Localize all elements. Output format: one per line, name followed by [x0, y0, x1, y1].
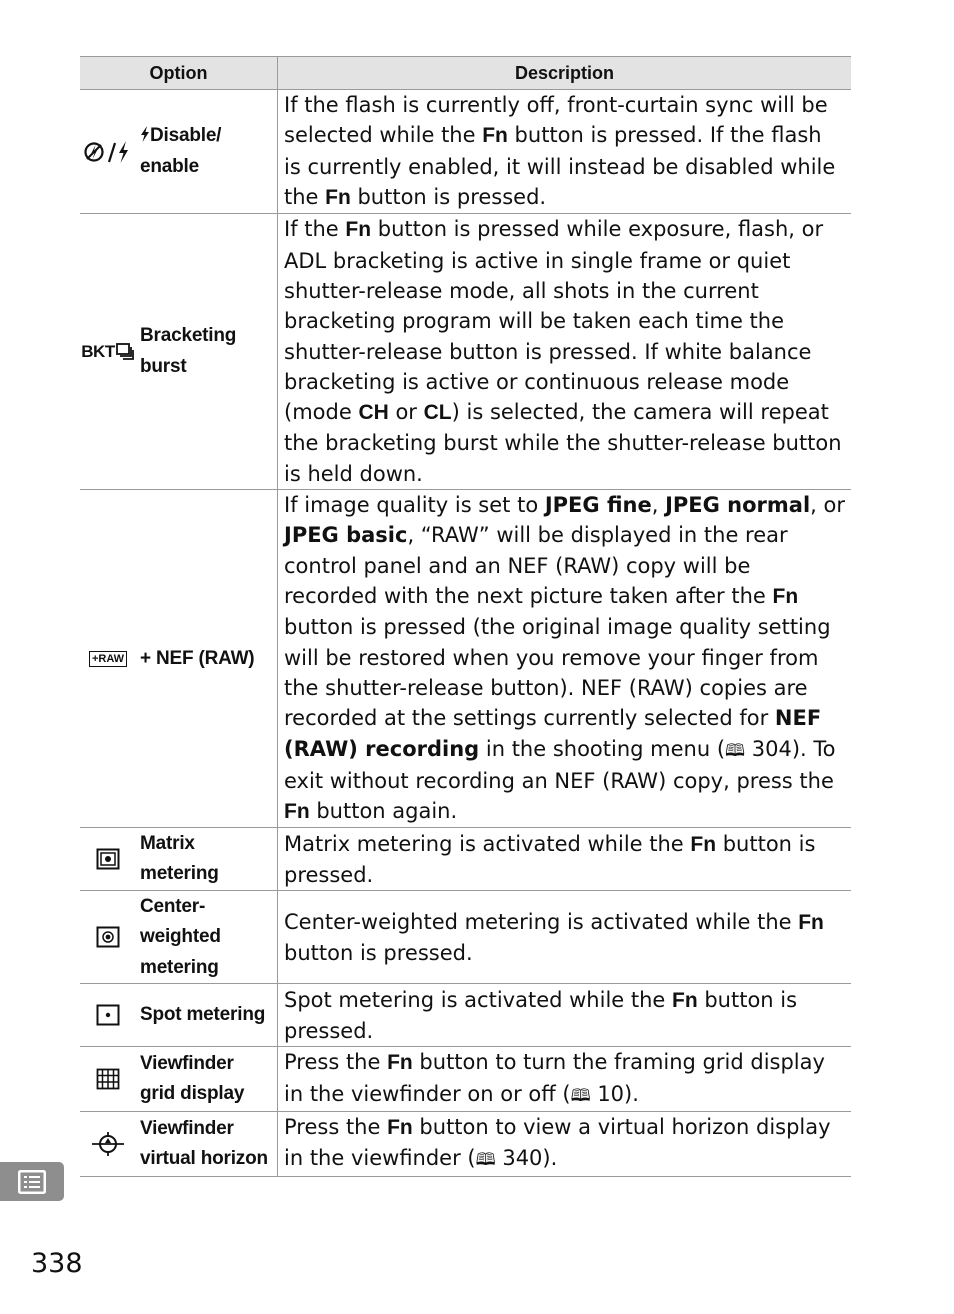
button-name: Fn [690, 832, 717, 856]
description-cell [278, 891, 852, 984]
center-weighted-metering-icon [80, 926, 136, 948]
option-cell [80, 1112, 278, 1177]
text-run: button is pressed. [350, 184, 547, 209]
description-cell [278, 90, 852, 214]
option-label: Bracketing burst [140, 325, 237, 377]
spot-metering-icon [80, 1004, 136, 1026]
button-name: Fn [387, 1116, 413, 1140]
menu-item-name: JPEG normal [665, 493, 811, 518]
option-cell [80, 90, 278, 214]
text-run: , [651, 493, 666, 518]
description-text [284, 1115, 831, 1170]
text-run: , “RAW” will be displayed in the rear control panel and an NEF (RAW) copy will be recorded with the next picture taken after the [284, 523, 788, 609]
description-cell [278, 828, 852, 891]
table-row [80, 891, 851, 984]
text-run: If image quality is set to [284, 493, 545, 518]
table-header-row [80, 57, 851, 90]
page-number: 338 [31, 1248, 83, 1279]
option-label: Matrix metering [140, 833, 219, 885]
button-name: CH [358, 401, 389, 425]
description-text [284, 988, 797, 1043]
description-text [284, 832, 815, 887]
book-icon: 🕮 [475, 1150, 496, 1171]
option-table-container [80, 56, 851, 1177]
button-name: Fn [345, 218, 372, 242]
bracketing-burst-icon [80, 342, 136, 362]
button-name: Fn [482, 124, 508, 148]
text-run: button is pressed while exposure, flash, or ADL bracketing is active in single frame or quiet shutter-release mode, all shots in the current bracketing program will be taken each time the shutter-release button is pressed. If white balance bracketing is active or continuous release mode (mode [284, 217, 824, 425]
flash-disable-enable-icon [80, 138, 136, 166]
book-icon: 🕮 [725, 740, 746, 761]
option-cell [80, 214, 278, 490]
option-cell [80, 490, 278, 828]
raw-plus-icon [80, 651, 136, 667]
button-name: Fn [772, 585, 799, 609]
text-run: button to view a virtual horizon display in the viewfinder ( [284, 1115, 831, 1171]
button-name: Fn [284, 800, 310, 824]
text-run: Press the [284, 1050, 388, 1075]
button-name: Fn [798, 910, 824, 934]
option-cell [80, 891, 278, 984]
description-cell [278, 214, 852, 490]
option-label: Disable/ enable [140, 125, 222, 177]
description-text [284, 1050, 825, 1105]
menu-item-name: JPEG fine [544, 493, 652, 518]
menu-guide-tab[interactable] [0, 1162, 64, 1201]
text-run: Matrix metering is activated while the [284, 831, 691, 856]
description-text [284, 93, 835, 209]
text-run: , or [810, 493, 845, 518]
description-text [284, 493, 845, 823]
text-run: ) is selected, the camera will repeat the bracketing burst while the shutter-release button is held down. [284, 400, 842, 486]
text-run: button is pressed. If the flash is currently enabled, it will instead be disabled while the [284, 123, 836, 209]
text-run: 340). [495, 1146, 558, 1171]
matrix-metering-icon [80, 848, 136, 870]
text-run: Spot metering is activated while the [284, 987, 673, 1012]
description-text [284, 910, 824, 965]
text-run: button is pressed. [284, 831, 816, 887]
option-cell [80, 984, 278, 1047]
description-text [284, 217, 842, 485]
text-run: If the flash is currently off, front-curtain sync will be selected while the [284, 93, 828, 148]
menu-item-name: NEF (RAW) recording [284, 706, 822, 761]
option-cell [80, 1047, 278, 1112]
text-run: Center-weighted metering is activated while the [284, 909, 799, 934]
text-run: Press the [284, 1115, 388, 1140]
text-run: button is pressed. [284, 987, 798, 1043]
flash-icon [140, 126, 150, 142]
table-row [80, 1047, 851, 1112]
description-cell [278, 490, 852, 828]
text-run: button is pressed (the original image quality setting will be restored when you remove your finger from the shutter-release button). NEF (RAW) copies are recorded at the settings currently selected for [284, 615, 831, 731]
text-run: button is pressed. [284, 940, 473, 965]
header-description: Description [278, 57, 852, 90]
option-label: Spot metering [140, 1004, 266, 1026]
table-row [80, 214, 851, 490]
text-run: 304). To exit without recording an NEF (RAW) copy, press the [284, 736, 836, 793]
option-label: Viewfinder grid display [140, 1052, 245, 1105]
text-run: in the shooting menu ( [479, 736, 726, 761]
description-cell [278, 984, 852, 1047]
book-icon: 🕮 [570, 1085, 591, 1106]
text-run: button to turn the framing grid display in the viewfinder on or off ( [284, 1050, 825, 1106]
menu-list-icon [17, 1169, 47, 1195]
button-name: CL [423, 401, 452, 425]
table-row [80, 828, 851, 891]
grid-display-icon [80, 1068, 136, 1090]
option-table [80, 56, 851, 1177]
table-row [80, 490, 851, 828]
burst-frames-icon [115, 342, 135, 362]
menu-item-name: JPEG basic [284, 523, 408, 548]
table-row [80, 1112, 851, 1177]
text-run: or [388, 400, 424, 425]
button-name: Fn [387, 1051, 413, 1075]
description-cell [278, 1047, 852, 1112]
option-cell [80, 828, 278, 891]
virtual-horizon-icon [80, 1131, 136, 1157]
raw-icon-text: +RAW [89, 651, 127, 667]
description-cell [278, 1112, 852, 1177]
table-row [80, 984, 851, 1047]
text-run: If the [284, 217, 346, 242]
header-option: Option [80, 57, 278, 90]
option-label: Viewfinder virtual horizon [140, 1117, 268, 1169]
text-run: 10). [590, 1081, 639, 1106]
text-run: button again. [309, 799, 458, 824]
bracketing-icon-text: BKT [81, 341, 115, 361]
table-row [80, 90, 851, 214]
option-label: + NEF (RAW) [140, 647, 255, 669]
button-name: Fn [325, 185, 351, 209]
option-label: Center-weighted metering [140, 896, 221, 978]
button-name: Fn [672, 988, 698, 1012]
